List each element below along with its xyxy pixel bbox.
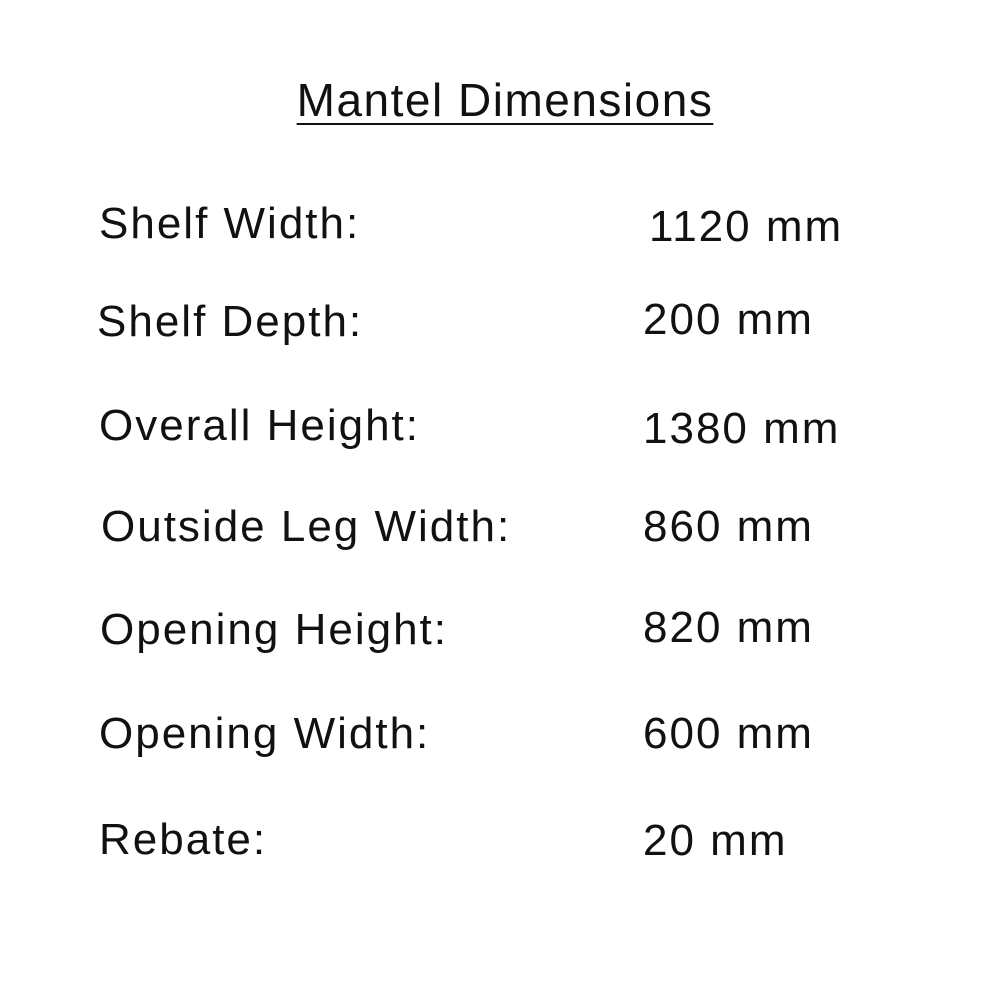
value-outside-leg-width: 860 mm	[643, 502, 814, 551]
value-rebate: 20 mm	[643, 816, 788, 865]
value-opening-width: 600 mm	[643, 709, 814, 758]
value-shelf-depth: 200 mm	[643, 295, 814, 344]
label-opening-height: Opening Height:	[100, 605, 448, 654]
label-shelf-depth: Shelf Depth:	[97, 297, 364, 346]
label-opening-width: Opening Width:	[99, 709, 431, 758]
label-overall-height: Overall Height:	[99, 401, 421, 450]
label-outside-leg-width: Outside Leg Width:	[101, 502, 512, 551]
page-title: Mantel Dimensions	[296, 74, 714, 126]
value-shelf-width: 1120 mm	[649, 202, 844, 251]
value-opening-height: 820 mm	[643, 603, 814, 652]
value-overall-height: 1380 mm	[643, 404, 841, 453]
label-shelf-width: Shelf Width:	[99, 199, 361, 248]
label-rebate: Rebate:	[99, 815, 268, 864]
